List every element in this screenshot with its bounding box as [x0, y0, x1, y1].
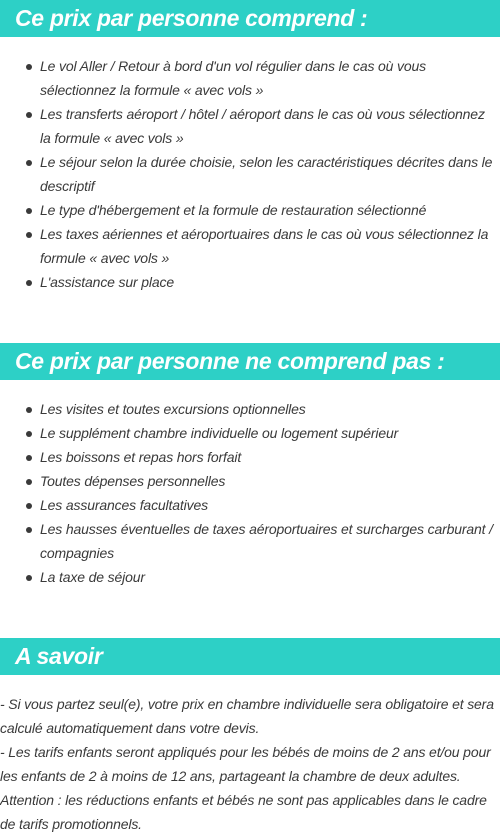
bullet-icon: [26, 479, 32, 485]
list-item-text: Le type d'hébergement et la formule de restauration sélectionné: [40, 202, 427, 218]
list-item: [0, 493, 500, 517]
bullet-icon: [26, 112, 32, 118]
bullet-icon: [26, 160, 32, 166]
bullet-icon: [26, 64, 32, 70]
bullet-icon: [26, 280, 32, 286]
list-item-text: Les transferts aéroport / hôtel / aéroport dans le cas où vous sélectionnez la formule « avec vols »: [40, 106, 485, 146]
list-item: [0, 397, 500, 421]
savoir-paragraph: - Si vous partez seul(e), votre prix en chambre individuelle sera obligatoire et sera calculé automatiquement dans votre devis.: [0, 696, 494, 736]
list-item: [0, 198, 500, 222]
list-item-text: Toutes dépenses personnelles: [40, 473, 226, 489]
bullet-icon: [26, 208, 32, 214]
list-item: [0, 517, 500, 565]
list-item: [0, 565, 500, 589]
savoir-paragraph: Attention : les réductions enfants et bébés ne sont pas applicables dans le cadre de tarifs promotionnels.: [0, 792, 487, 832]
list-item-text: Le séjour selon la durée choisie, selon les caractéristiques décrites dans le descriptif: [40, 154, 493, 194]
excluded-list: [0, 397, 500, 589]
list-item-text: L'assistance sur place: [40, 274, 174, 290]
list-item: [0, 445, 500, 469]
included-list: [0, 54, 500, 294]
list-item-text: Les hausses éventuelles de taxes aéroportuaires et surcharges carburant / compagnies: [40, 521, 493, 561]
list-item-text: Les boissons et repas hors forfait: [40, 449, 242, 465]
excluded-section-title: Ce prix par personne ne comprend pas :: [0, 343, 500, 380]
list-item: [0, 102, 500, 150]
list-item: [0, 421, 500, 445]
bullet-icon: [26, 431, 32, 437]
list-item-text: La taxe de séjour: [40, 569, 145, 585]
list-item-text: Le supplément chambre individuelle ou logement supérieur: [40, 425, 399, 441]
savoir-text-block: [0, 692, 500, 836]
list-item: [0, 222, 500, 270]
list-item-text: Les assurances facultatives: [40, 497, 208, 513]
bullet-icon: [26, 503, 32, 509]
list-item: [0, 270, 500, 294]
list-item-text: Le vol Aller / Retour à bord d'un vol régulier dans le cas où vous sélectionnez la formule « avec vols »: [40, 58, 427, 98]
included-section-title: Ce prix par personne comprend :: [0, 0, 500, 37]
bullet-icon: [26, 407, 32, 413]
list-item: [0, 469, 500, 493]
list-item: [0, 150, 500, 198]
list-item-text: Les taxes aériennes et aéroportuaires dans le cas où vous sélectionnez la formule « avec vols »: [40, 226, 489, 266]
savoir-paragraph: - Les tarifs enfants seront appliqués pour les bébés de moins de 2 ans et/ou pour les enfants de 2 à moins de 12 ans, partageant la chambre de deux adultes.: [0, 744, 491, 784]
list-item: [0, 54, 500, 102]
bullet-icon: [26, 575, 32, 581]
bullet-icon: [26, 232, 32, 238]
list-item-text: Les visites et toutes excursions optionnelles: [40, 401, 306, 417]
bullet-icon: [26, 527, 32, 533]
savoir-section-title: A savoir: [0, 638, 500, 675]
bullet-icon: [26, 455, 32, 461]
